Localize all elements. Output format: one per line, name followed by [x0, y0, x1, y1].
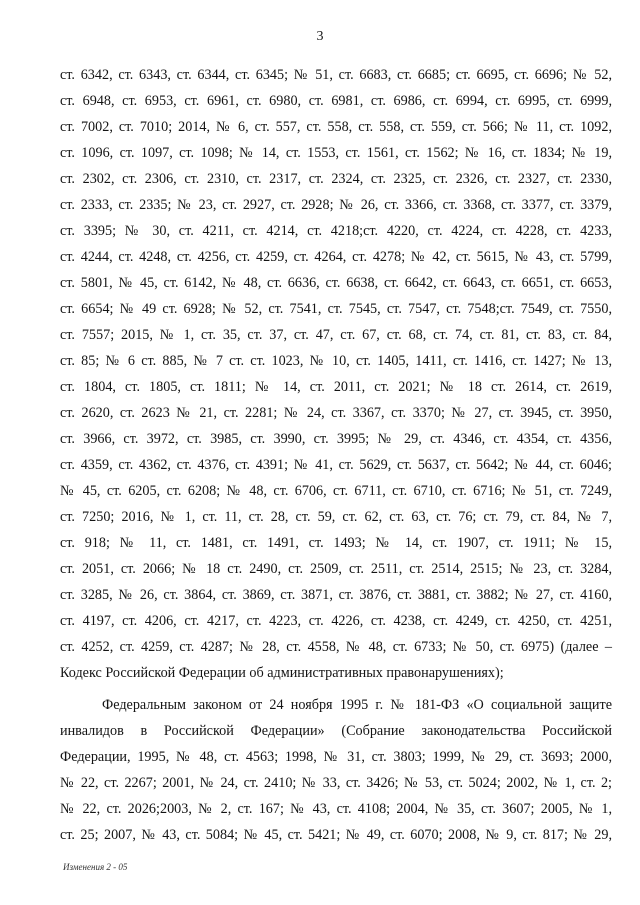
text-line: Федерации, 1995, № 48, ст. 4563; 1998, № 31, ст. 3803; 1999, № 29, ст. 3693; 2000, [60, 749, 612, 765]
text-line: ст. 6342, ст. 6343, ст. 6344, ст. 6345; № 51, ст. 6683, ст. 6685; ст. 6695, ст. 6696; № 52, [60, 67, 612, 83]
text-line: ст. 25; 2007, № 43, ст. 5084; № 45, ст. 5421; № 49, ст. 6070; 2008, № 9, ст. 817; № 29, [60, 827, 612, 843]
text-line: ст. 1804, ст. 1805, ст. 1811; № 14, ст. 2011, ст. 2021; № 18 ст. 2614, ст. 2619, [60, 379, 612, 395]
text-line: ст. 6654; № 49 ст. 6928; № 52, ст. 7541, ст. 7545, ст. 7547, ст. 7548;ст. 7549, ст. 7550, [60, 301, 612, 317]
text-line: ст. 2620, ст. 2623 № 21, ст. 2281; № 24, ст. 3367, ст. 3370; № 27, ст. 3945, ст. 3950, [60, 405, 612, 421]
text-line: ст. 85; № 6 ст. 885, № 7 ст. ст. 1023, № 10, ст. 1405, 1411, ст. 1416, ст. 1427; № 13, [60, 353, 612, 369]
text-line: ст. 2302, ст. 2306, ст. 2310, ст. 2317, ст. 2324, ст. 2325, ст. 2326, ст. 2327, ст. 2330, [60, 171, 612, 187]
text-line: № 22, ст. 2026;2003, № 2, ст. 167; № 43, ст. 4108; 2004, № 35, ст. 3607; 2005, № 1, [60, 801, 612, 817]
footer-note: Изменения 2 - 05 [63, 862, 128, 872]
text-line: ст. 6948, ст. 6953, ст. 6961, ст. 6980, ст. 6981, ст. 6986, ст. 6994, ст. 6995, ст. 6999, [60, 93, 612, 109]
text-line: ст. 7250; 2016, № 1, ст. 11, ст. 28, ст. 59, ст. 62, ст. 63, ст. 76; ст. 79, ст. 84, № 7, [60, 509, 612, 525]
paragraph-first-line: Федеральным законом от 24 ноября 1995 г. № 181-ФЗ «О социальной защите [102, 697, 612, 713]
text-line: инвалидов в Российской Федерации» (Собрание законодательства Российской [60, 723, 612, 739]
text-line: ст. 4252, ст. 4259, ст. 4287; № 28, ст. 4558, № 48, ст. 6733; № 50, ст. 6975) (далее – [60, 639, 612, 655]
text-line: ст. 4197, ст. 4206, ст. 4217, ст. 4223, ст. 4226, ст. 4238, ст. 4249, ст. 4250, ст. 4251, [60, 613, 612, 629]
text-line: ст. 4244, ст. 4248, ст. 4256, ст. 4259, ст. 4264, ст. 4278; № 42, ст. 5615, № 43, ст. 5799, [60, 249, 612, 265]
text-line: ст. 3395; № 30, ст. 4211, ст. 4214, ст. 4218;ст. 4220, ст. 4224, ст. 4228, ст. 4233, [60, 223, 612, 239]
text-line: ст. 3966, ст. 3972, ст. 3985, ст. 3990, ст. 3995; № 29, ст. 4346, ст. 4354, ст. 4356, [60, 431, 612, 447]
text-line: ст. 4359, ст. 4362, ст. 4376, ст. 4391; № 41, ст. 5629, ст. 5637, ст. 5642; № 44, ст. 6046; [60, 457, 612, 473]
page-number: 3 [316, 29, 324, 44]
text-line: ст. 1096, ст. 1097, ст. 1098; № 14, ст. 1553, ст. 1561, ст. 1562; № 16, ст. 1834; № 19, [60, 145, 612, 161]
text-line: Кодекс Российской Федерации об административных правонарушениях); [60, 665, 504, 681]
text-line: ст. 7002, ст. 7010; 2014, № 6, ст. 557, ст. 558, ст. 558, ст. 559, ст. 566; № 11, ст. 1092, [60, 119, 612, 135]
text-line: ст. 2333, ст. 2335; № 23, ст. 2927, ст. 2928; № 26, ст. 3366, ст. 3368, ст. 3377, ст. 3379, [60, 197, 612, 213]
text-line: ст. 7557; 2015, № 1, ст. 35, ст. 37, ст. 47, ст. 67, ст. 68, ст. 74, ст. 81, ст. 83, ст. 84, [60, 327, 612, 343]
text-line: ст. 5801, № 45, ст. 6142, № 48, ст. 6636, ст. 6638, ст. 6642, ст. 6643, ст. 6651, ст. 6653, [60, 275, 612, 291]
text-line: ст. 2051, ст. 2066; № 18 ст. 2490, ст. 2509, ст. 2511, ст. 2514, 2515; № 23, ст. 3284, [60, 561, 612, 577]
text-line: ст. 918; № 11, ст. 1481, ст. 1491, ст. 1493; № 14, ст. 1907, ст. 1911; № 15, [60, 535, 612, 551]
text-line: № 45, ст. 6205, ст. 6208; № 48, ст. 6706, ст. 6711, ст. 6710, ст. 6716; № 51, ст. 7249, [60, 483, 612, 499]
text-line: ст. 3285, № 26, ст. 3864, ст. 3869, ст. 3871, ст. 3876, ст. 3881, ст. 3882; № 27, ст. 4160, [60, 587, 612, 603]
text-line: № 22, ст. 2267; 2001, № 24, ст. 2410; № 33, ст. 3426; № 53, ст. 5024; 2002, № 1, ст. 2; [60, 775, 612, 791]
